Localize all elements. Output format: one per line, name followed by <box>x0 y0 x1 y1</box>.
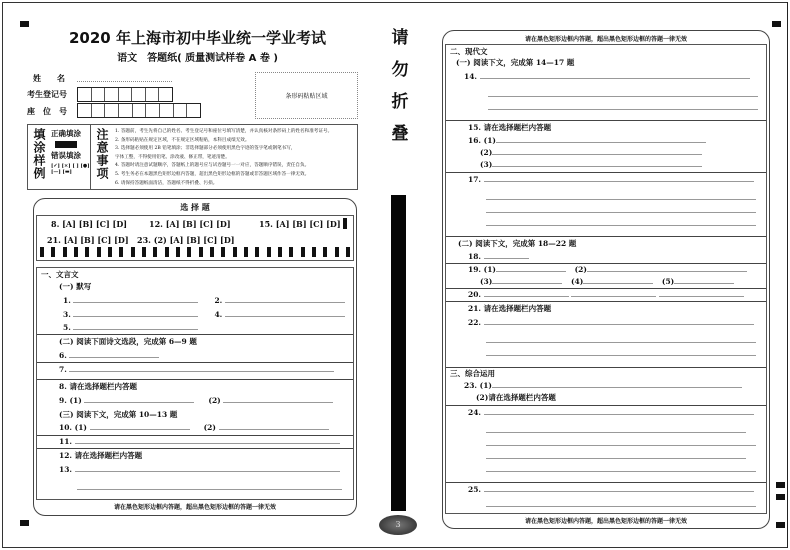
fold-bar <box>391 195 406 511</box>
choice-q23[interactable]: 23. (2) [A] [B] [C] [D] <box>137 235 235 245</box>
q11-answer-line[interactable] <box>75 437 340 444</box>
timing-mark <box>108 247 112 257</box>
timing-mark <box>267 247 271 257</box>
q25-label: 25. <box>468 485 482 494</box>
q10-label: 10. (1) <box>59 423 87 432</box>
q17-label: 17. <box>468 175 482 184</box>
q25-answer-line[interactable] <box>486 497 756 507</box>
q23-1-label: 23. (1) <box>464 381 492 390</box>
page-edge <box>787 2 788 548</box>
wrong-fill-label: 错误填涂 <box>51 151 81 160</box>
q11-label: 11. <box>59 437 73 446</box>
timing-mark <box>165 247 169 257</box>
seat-number-field[interactable] <box>77 103 201 118</box>
timing-mark <box>131 247 135 257</box>
q5-answer-line[interactable] <box>73 323 198 330</box>
q23-1-answer-line[interactable] <box>492 381 742 388</box>
q9-label: 9. (1) <box>59 396 82 405</box>
notes-title: 注意事项 <box>95 128 109 180</box>
no-fold-warning <box>385 22 415 150</box>
q17-answer-line[interactable] <box>486 200 756 213</box>
fill-example-panel <box>27 124 358 190</box>
timing-mark <box>85 247 89 257</box>
q19-5-answer-line[interactable] <box>674 277 734 284</box>
q17-answer-line[interactable] <box>486 187 756 200</box>
section-row <box>446 237 766 264</box>
timing-mark <box>244 247 248 257</box>
choice-section-title: 选 择 题 <box>180 202 210 212</box>
q10-2-answer-line[interactable] <box>219 423 329 430</box>
q16-2-label: (2) <box>480 148 493 157</box>
q14-answer-line[interactable] <box>480 72 750 79</box>
q22-answer-line[interactable] <box>486 330 756 343</box>
q24-answer-line[interactable] <box>486 459 756 472</box>
q9-1-answer-line[interactable] <box>84 396 194 403</box>
q6-label: 6. <box>59 351 67 360</box>
q21-label: 21. 请在选择题栏内答题 <box>468 304 552 313</box>
note-item: 4. 答题时请注意试题顺序，答题纸上的题号应与试卷题号一一对应，答题顺序错误，责任自负。 <box>115 163 310 169</box>
q19-4-answer-line[interactable] <box>583 277 653 284</box>
q23-2-label: (2)请在选择题栏内答题 <box>476 393 556 402</box>
barcode-area-label: 条形码粘贴区域 <box>285 93 328 100</box>
section-heading: 三、综合运用 <box>450 369 495 378</box>
q15-label: 15. 请在选择题栏内答题 <box>468 123 552 132</box>
q1-answer-line[interactable] <box>73 296 198 303</box>
section-row <box>446 368 766 406</box>
note-item: 3. 选择题必须使用 2B 铅笔填涂；非选择题部分必须使用黑色字迹的签字笔或钢笔书写， <box>115 146 296 152</box>
note-item: 字体工整，不得使用铅笔、涂改液、修正带，笔迹清楚。 <box>115 154 230 160</box>
exam-subtitle: 语文 答题纸( 质量测试样卷 A 卷 ) <box>117 53 278 64</box>
classical-chinese-section <box>36 267 354 500</box>
seat-number-label: 座 位 号 <box>27 106 67 116</box>
section-row <box>37 449 353 499</box>
q14-label: 14. <box>464 72 478 81</box>
q19-3-label: (3) <box>480 277 493 286</box>
q25-answer-line[interactable] <box>484 485 754 492</box>
reg-number-field[interactable] <box>77 87 173 102</box>
q20-label: 20. <box>468 290 482 299</box>
reg-number-label: 考生登记号 <box>27 89 67 99</box>
choice-q8[interactable]: 8. [A] [B] [C] [D] <box>51 219 128 229</box>
note-item: 6. 请保持答题纸面清洁，答题纸不得折叠、污损。 <box>115 180 218 186</box>
q2-label: 2. <box>214 296 223 305</box>
timing-mark <box>40 247 44 257</box>
q16-label: 16. (1) <box>468 136 496 145</box>
page-number-badge: 3 <box>379 515 417 535</box>
timing-mark <box>142 247 146 257</box>
timing-mark <box>210 247 214 257</box>
q16-2-answer-line[interactable] <box>492 148 702 155</box>
q19-4-label: (4) <box>570 277 584 286</box>
subsection-heading: (一) 默写 <box>59 282 92 291</box>
q8-label: 8. 请在选择题栏内答题 <box>59 382 137 391</box>
subsection-heading: (三) 阅读下文，完成第 10—13 题 <box>59 410 178 419</box>
q20-answer-line[interactable] <box>571 290 656 297</box>
section-row <box>37 436 353 449</box>
timing-mark <box>221 247 225 257</box>
footer-warning: 请在黑色矩形边框内答题，超出黑色矩形边框的答题一律无效 <box>524 518 687 525</box>
section-row <box>446 121 766 173</box>
q5-label: 5. <box>63 323 71 332</box>
timing-mark <box>176 247 180 257</box>
section-row <box>446 289 766 302</box>
section-row <box>37 335 353 363</box>
q24-answer-line[interactable] <box>486 420 746 433</box>
no-fold-char: 请 <box>391 28 409 48</box>
q13-answer-line[interactable] <box>77 477 342 490</box>
q6-answer-line[interactable] <box>69 351 159 358</box>
q16-3-label: (3) <box>480 160 493 169</box>
q10-2-label: (2) <box>203 423 216 432</box>
timing-mark <box>199 247 203 257</box>
section-row <box>37 363 353 380</box>
timing-mark <box>312 247 316 257</box>
footer-warning: 请在黑色矩形边框内答题，超出黑色矩形边框的答题一律无效 <box>113 504 276 511</box>
notes-list <box>111 128 332 186</box>
q20-answer-line[interactable] <box>659 290 744 297</box>
no-fold-char: 折 <box>391 92 409 112</box>
choice-q15[interactable]: 15. [A] [B] [C] [D] <box>259 219 341 229</box>
q24-answer-line[interactable] <box>486 433 756 446</box>
q12-label: 12. 请在选择题栏内答题 <box>59 451 143 460</box>
q18-label: 18. <box>468 252 482 261</box>
q14-answer-line[interactable] <box>488 97 758 110</box>
section-row <box>446 483 766 511</box>
choice-q12[interactable]: 12. [A] [B] [C] [D] <box>149 219 231 229</box>
no-fold-char: 勿 <box>391 60 409 80</box>
q22-label: 22. <box>468 318 482 327</box>
section-row <box>37 268 353 335</box>
correct-fill-sample <box>55 141 77 148</box>
q19-1-answer-line[interactable] <box>496 265 566 272</box>
q24-label: 24. <box>468 408 482 417</box>
q9-2-answer-line[interactable] <box>223 396 333 403</box>
q14-answer-line[interactable] <box>488 84 758 97</box>
section-heading: 一、文言文 <box>41 270 79 279</box>
q3-answer-line[interactable] <box>73 310 198 317</box>
q4-answer-line[interactable] <box>225 310 345 317</box>
timing-mark <box>63 247 67 257</box>
subsection-heading: (二) 阅读下文，完成第 18—22 题 <box>458 239 577 248</box>
q2-answer-line[interactable] <box>225 296 345 303</box>
timing-mark <box>187 247 191 257</box>
q10-1-answer-line[interactable] <box>90 423 190 430</box>
name-label: 姓 名 <box>33 73 65 83</box>
fill-example-title: 填涂样例 <box>32 128 46 180</box>
header-warning: 请在黑色矩形边框内答题，超出黑色矩形边框的答题一律无效 <box>524 36 687 43</box>
q17-answer-line[interactable] <box>486 213 756 226</box>
timing-mark <box>343 218 347 229</box>
exam-title: 2020 年上海市初中毕业统一学业考试 <box>69 29 326 47</box>
alignment-mark <box>20 520 29 526</box>
q16-3-answer-line[interactable] <box>492 160 702 167</box>
section-heading: 二、现代文 <box>450 47 488 56</box>
timing-mark <box>51 247 55 257</box>
q19-1-label: 19. (1) <box>468 265 496 274</box>
timing-mark <box>119 247 123 257</box>
choice-bubbles <box>36 215 354 261</box>
answer-area-right <box>442 30 770 529</box>
timing-mark <box>255 247 259 257</box>
timing-marks <box>40 247 350 257</box>
section-row <box>446 173 766 237</box>
q22-answer-line[interactable] <box>484 318 754 325</box>
alignment-mark <box>776 522 785 528</box>
answer-area-left <box>33 198 357 516</box>
q13-label: 13. <box>59 465 73 474</box>
note-item: 1. 答题前，考生先将自己的姓名、考生登记号和座位号填写清楚，并认真核对条形码上的姓名和准考证号。 <box>115 129 333 134</box>
timing-mark <box>346 247 350 257</box>
q17-answer-line[interactable] <box>484 175 754 182</box>
section-row <box>446 45 766 121</box>
alignment-mark <box>776 482 785 488</box>
section-row <box>37 380 353 436</box>
q16-1-answer-line[interactable] <box>496 136 706 143</box>
section-row <box>446 406 766 483</box>
timing-mark <box>301 247 305 257</box>
alignment-mark <box>772 21 781 27</box>
correct-fill-label: 正确填涂 <box>51 129 81 138</box>
note-item: 5. 考生务必在本题黑色矩形边框内答题，超出黑色矩形边框的答题或非答题区域作答一律无效。 <box>115 171 310 177</box>
timing-mark <box>97 247 101 257</box>
q19-2-answer-line[interactable] <box>587 265 747 272</box>
timing-mark <box>74 247 78 257</box>
q20-answer-line[interactable] <box>484 290 569 297</box>
q1-label: 1. <box>63 296 71 305</box>
timing-mark <box>335 247 339 257</box>
barcode-area <box>255 72 358 119</box>
alignment-mark <box>776 494 785 500</box>
no-fold-char: 叠 <box>391 124 409 144</box>
section-row <box>446 264 766 289</box>
q24-answer-line[interactable] <box>486 446 746 459</box>
timing-mark <box>153 247 157 257</box>
timing-mark <box>278 247 282 257</box>
name-field[interactable] <box>77 81 172 82</box>
q4-label: 4. <box>214 310 223 319</box>
q7-answer-line[interactable] <box>69 365 334 372</box>
subsection-heading: (一) 阅读下文，完成第 14—17 题 <box>456 58 575 67</box>
q19-2-label: (2) <box>574 265 587 274</box>
q7-label: 7. <box>59 365 67 374</box>
note-item: 2. 条形码粘贴在规定区域，不在规定区域粘贴，本科目成绩无效。 <box>115 137 250 143</box>
wrong-fill-samples: [✓] [×] [ ] [●] [—] [▬] <box>51 163 90 175</box>
subsection-heading: (二) 阅读下面诗文选段，完成第 6—9 题 <box>59 337 197 346</box>
q19-5-label: (5) <box>661 277 675 286</box>
q19-3-answer-line[interactable] <box>492 277 562 284</box>
timing-mark <box>289 247 293 257</box>
modern-chinese-section <box>445 44 767 514</box>
q13-answer-line[interactable] <box>75 465 340 472</box>
timing-mark <box>233 247 237 257</box>
timing-mark <box>323 247 327 257</box>
q3-label: 3. <box>63 310 71 319</box>
q9-2-label: (2) <box>208 396 221 405</box>
choice-q21[interactable]: 21. [A] [B] [C] [D] <box>47 235 129 245</box>
q18-answer-line[interactable] <box>484 252 529 259</box>
section-row <box>446 302 766 368</box>
q24-answer-line[interactable] <box>484 408 754 415</box>
q22-answer-line[interactable] <box>486 343 756 356</box>
